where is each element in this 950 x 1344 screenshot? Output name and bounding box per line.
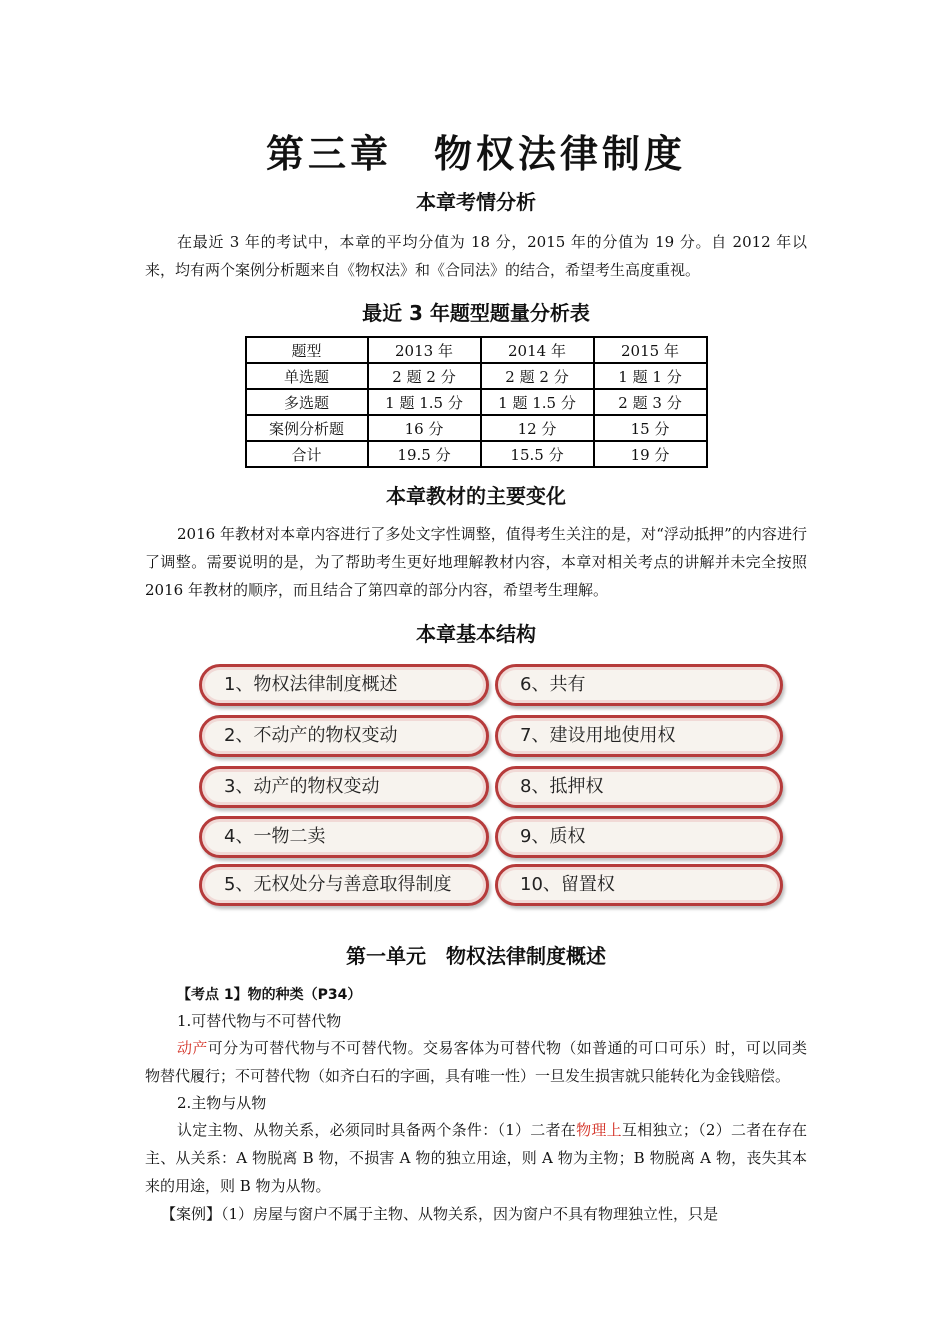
table-cell: 1 题 1.5 分 — [368, 389, 481, 415]
structure-item: 10、留置权 — [495, 864, 783, 906]
table-row — [246, 415, 707, 441]
paragraph-text: 可分为可替代物与不可替代物。交易客体为可替代物（如普通的可口可乐）时，可以同类物替代履行；不可替代物（如齐白石的字画，具有唯一性）一旦发生损害就只能转化为金钱赔偿。 — [145, 1039, 807, 1085]
table-cell: 单选题 — [246, 363, 368, 389]
table-cell: 12 分 — [481, 415, 594, 441]
unit-heading: 第一单元 物权法律制度概述 — [346, 944, 606, 968]
table-header-row — [246, 337, 707, 363]
exam-point-label: 【考点 1】物的种类（P34） — [177, 987, 362, 1003]
structure-item: 1、物权法律制度概述 — [199, 664, 489, 706]
case-paragraph — [145, 1200, 807, 1228]
table-cell: 2 题 2 分 — [481, 363, 594, 389]
case-label: 【案例】 — [161, 1205, 222, 1223]
case-text: （1）房屋与窗户不属于主物、从物关系，因为窗户不具有物理独立性，只是 — [221, 1205, 719, 1223]
table-row — [246, 389, 707, 415]
structure-item: 9、质权 — [495, 816, 783, 858]
paragraph — [145, 1034, 807, 1090]
table-cell: 多选题 — [246, 389, 368, 415]
table-header-cell: 2014 年 — [481, 337, 594, 363]
chapter-title: 第三章 物权法律制度 — [265, 132, 686, 176]
table-cell: 1 题 1.5 分 — [481, 389, 594, 415]
table-header-cell: 题型 — [246, 337, 368, 363]
structure-item: 2、不动产的物权变动 — [199, 715, 489, 757]
table-cell: 2 题 3 分 — [594, 389, 707, 415]
table-cell: 1 题 1 分 — [594, 363, 707, 389]
changes-heading: 本章教材的主要变化 — [386, 484, 566, 508]
changes-text: 2016 年教材对本章内容进行了多处文字性调整，值得考生关注的是，对“浮动抵押”的内容进行了调整。需要说明的是，为了帮助考生更好地理解教材内容，本章对相关考点的讲解并未完全按照 2016 年教材的顺序，而且结合了第四章的部分内容，希望考生理解。 — [145, 525, 807, 599]
highlight-text: 动产 — [177, 1039, 208, 1057]
table-cell: 案例分析题 — [246, 415, 368, 441]
paragraph-text: 认定主物、从物关系，必须同时具备两个条件：（1）二者在 — [177, 1121, 577, 1139]
table-cell: 合计 — [246, 441, 368, 467]
structure-item: 5、无权处分与善意取得制度 — [199, 864, 489, 906]
table-heading: 最近 3 年题型题量分析表 — [362, 301, 590, 325]
score-table — [245, 336, 708, 468]
structure-item: 6、共有 — [495, 664, 783, 706]
table-cell: 2 题 2 分 — [368, 363, 481, 389]
exam-analysis-text: 在最近 3 年的考试中，本章的平均分值为 18 分，2015 年的分值为 19 分。自 2012 年以来，均有两个案例分析题来自《物权法》和《合同法》的结合，希望考生高度重视。 — [145, 233, 807, 279]
table-header-cell: 2013 年 — [368, 337, 481, 363]
table-header-cell: 2015 年 — [594, 337, 707, 363]
structure-item: 3、动产的物权变动 — [199, 766, 489, 808]
table-row — [246, 441, 707, 467]
document-content — [145, 128, 807, 1228]
table-cell: 16 分 — [368, 415, 481, 441]
subheading: 2.主物与从物 — [177, 1094, 267, 1112]
paragraph-text: 互相独立；（2）二者在存在主、从关系：A 物脱离 B 物，不损害 A 物的独立用途，则 A 物为主物；B 物脱离 A 物，丧失其本来的用途，则 B 物为从物。 — [145, 1121, 808, 1195]
structure-item: 8、抵押权 — [495, 766, 783, 808]
chapter-structure-diagram — [199, 664, 783, 914]
structure-item: 4、一物二卖 — [199, 816, 489, 858]
table-cell: 19 分 — [594, 441, 707, 467]
table-cell: 19.5 分 — [368, 441, 481, 467]
structure-heading: 本章基本结构 — [416, 622, 536, 646]
table-row — [246, 363, 707, 389]
subheading: 1.可替代物与不可替代物 — [177, 1012, 342, 1030]
exam-analysis-heading: 本章考情分析 — [416, 190, 536, 214]
table-cell: 15 分 — [594, 415, 707, 441]
table-cell: 15.5 分 — [481, 441, 594, 467]
highlight-text: 物理上 — [576, 1121, 622, 1139]
structure-item: 7、建设用地使用权 — [495, 715, 783, 757]
paragraph — [145, 1116, 807, 1200]
